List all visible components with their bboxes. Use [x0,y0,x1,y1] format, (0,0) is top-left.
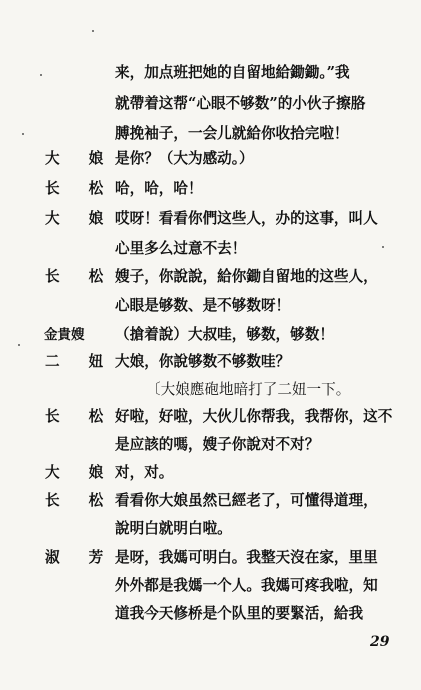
dialogue-line: 是应該的嗎，嫂子你說对不对？ [115,436,320,453]
dialogue-line: 好啦，好啦，大伙儿你帮我，我帮你，这不 [115,408,393,425]
dialogue-line: 就帶着这帮“心眼不够数”的小伙子擦胳 [115,95,366,112]
dialogue-line: 嫂子，你說說，給你鋤自留地的这些人， [115,268,378,285]
speaker-name: 淑 芳 [45,549,116,566]
dialogue-line: 来，加点班把她的自留地給鋤鋤。”我 [115,64,350,81]
dialogue-line: 哎呀！看看你們这些人，办的这事，叫人 [115,210,378,227]
dialogue-line: 是呀，我媽可明白。我整天沒在家，里里 [115,549,378,566]
dialogue-line: 外外都是我媽一个人。我媽可疼我啦，知 [115,577,378,594]
page-number: 29 [370,634,390,650]
speaker-name: 长 松 [45,180,116,197]
print-speck [18,344,20,346]
speaker-name: 大 娘 [45,464,116,481]
dialogue-line: 哈，哈，哈！ [115,180,203,197]
speaker-name: 大 娘 [45,150,116,167]
dialogue-line: （搶着說）大叔哇，够数，够数！ [115,326,334,343]
dialogue-line: 膊挽袖子，一会儿就給你收拾完啦！ [115,125,349,142]
print-speck [22,133,24,135]
speaker-name: 二 妞 [45,353,116,370]
stage-direction: 〔大娘應砲地暗打了二妞一下。 [146,381,351,398]
dialogue-line: 对，对。 [115,464,174,481]
print-speck [382,246,384,248]
print-speck [92,30,94,32]
speaker-name: 长 松 [45,492,116,509]
dialogue-line: 看看你大娘虽然已經老了，可懂得道理， [115,492,378,509]
dialogue-line: 道我今天修桥是个队里的要緊活，給我 [115,605,364,622]
speaker-name: 金貴嫂 [44,327,85,343]
speaker-name: 长 松 [45,408,116,425]
speaker-name: 大 娘 [45,210,116,227]
speaker-name: 长 松 [45,268,116,285]
dialogue-line: 心里多么过意不去！ [115,240,247,257]
dialogue-line: 大娘，你說够数不够数哇？ [115,353,291,370]
dialogue-line: 是你？（大为感动。） [115,150,254,167]
dialogue-line: 心眼是够数、是不够数呀！ [115,297,291,314]
print-speck [40,74,42,76]
dialogue-line: 說明白就明白啦。 [115,520,232,537]
